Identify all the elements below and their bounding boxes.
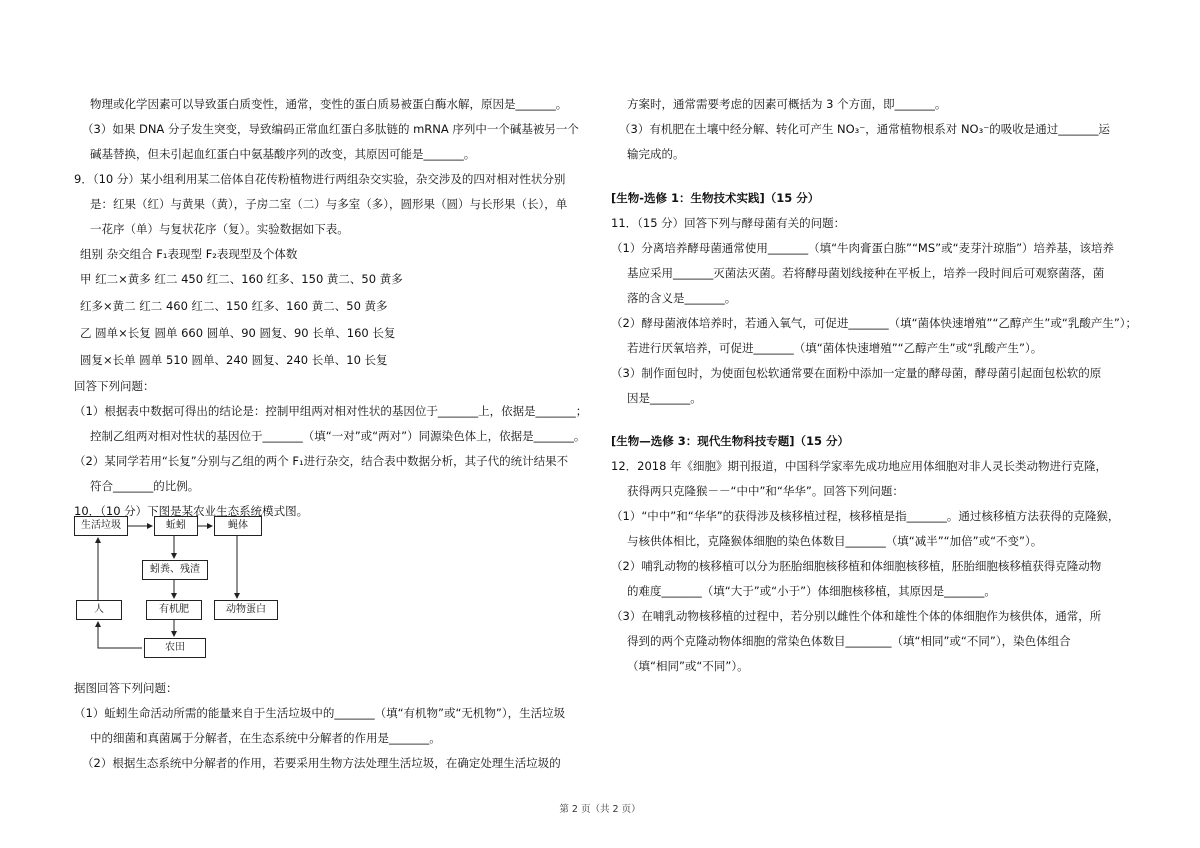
right-text-line: （填“相同”或“不同”）。 bbox=[627, 659, 749, 673]
left-text-line: 一花序（单）与复状花序（复）。实验数据如下表。 bbox=[90, 222, 349, 236]
right-text-line: 输完成的。 bbox=[627, 147, 685, 161]
right-text-line: [生物—选修 3：现代生物科技专题]（15 分） bbox=[611, 434, 850, 448]
box-earthworm: 蚯蚓 bbox=[154, 516, 198, 536]
left-text-line: 甲 红二×黄多 红二 450 红二、160 红多、150 黄二、50 黄多 bbox=[80, 272, 403, 286]
box-garbage: 生活垃圾 bbox=[74, 516, 128, 536]
left-text-line: 碱基替换，但未引起血红蛋白中氨基酸序列的改变，其原因可能是_______。 bbox=[90, 147, 476, 161]
right-text-line: 的难度_______（填“大于”或“小于”）体细胞核移植，其原因是_______。 bbox=[627, 584, 996, 598]
left-text-line: 是：红果（红）与黄果（黄），子房二室（二）与多室（多），圆形果（圆）与长形果（长），单 bbox=[90, 197, 568, 211]
right-text-line: 因是_______。 bbox=[627, 391, 702, 405]
left-text-line: 组别 杂交组合 F₁表现型 F₂表现型及个体数 bbox=[80, 247, 298, 261]
ecosystem-diagram bbox=[74, 512, 274, 662]
left-text-line: 9．（10 分）某小组利用某二倍体自花传粉植物进行两组杂交实验，杂交涉及的四对相对性状分别 bbox=[74, 172, 566, 186]
right-text-line: 得到的两个克隆动物体细胞的常染色体数目________（填“相同”或“不同”），染色体组合 bbox=[627, 634, 1071, 648]
left-text-line: （1）根据表中数据可得出的结论是：控制甲组两对相对性状的基因位于_______上，依据是_______； bbox=[74, 404, 588, 418]
left-text-line: （2）某同学若用“长复”分别与乙组的两个 F₁进行杂交，结合表中数据分析，其子代的统计结果不 bbox=[74, 454, 569, 468]
left-text-line: 据图回答下列问题： bbox=[74, 681, 178, 695]
right-text-line: （2）哺乳动物的核移植可以分为胚胎细胞核移植和体细胞核移植，胚胎细胞核移植获得克隆动物 bbox=[611, 559, 1102, 573]
box-manure: 有机肥 bbox=[146, 600, 202, 620]
box-residue: 蚓粪、残渣 bbox=[142, 560, 208, 580]
right-text-line: 获得两只克隆猴－－“中中”和“华华”。回答下列问题： bbox=[627, 484, 904, 498]
left-text-line: 控制乙组两对相对性状的基因位于_______（填“一对”或“两对”）同源染色体上，依据是_______。 bbox=[90, 429, 586, 443]
left-text-line: 乙 圆单×长复 圆单 660 圆单、90 圆复、90 长单、160 长复 bbox=[80, 326, 396, 340]
left-text-line: 红多×黄二 红二 460 红二、150 红多、160 黄二、50 黄多 bbox=[80, 299, 388, 313]
right-text-line: 方案时，通常需要考虑的因素可概括为 3 个方面，即_______。 bbox=[627, 97, 947, 111]
left-text-line: 符合_______的比例。 bbox=[90, 479, 200, 493]
right-text-line: 基应采用_______灭菌法灭菌。若将酵母菌划线接种在平板上，培养一段时间后可观察菌落，菌 bbox=[627, 266, 1105, 280]
box-protein: 动物蛋白 bbox=[214, 600, 278, 620]
right-text-line: （2）酵母菌液体培养时，若通入氧气，可促进_______（填“菌体快速增殖”“乙醇产生”或“乳酸产生”）； bbox=[611, 316, 1138, 330]
right-text-line: 落的含义是_______。 bbox=[627, 291, 737, 305]
left-text-line: 物理或化学因素可以导致蛋白质变性，通常，变性的蛋白质易被蛋白酶水解，原因是_______。 bbox=[90, 97, 568, 111]
box-body: 蝇体 bbox=[214, 516, 262, 536]
left-text-line: 中的细菌和真菌属于分解者，在生态系统中分解者的作用是_______。 bbox=[90, 731, 441, 745]
left-text-line: 回答下列问题： bbox=[74, 379, 155, 393]
right-text-line: （1）分离培养酵母菌通常使用_______（填“牛肉膏蛋白胨”“MS”或“麦芽汁琼脂”）培养基，该培养 bbox=[611, 241, 1115, 255]
right-text-line: 若进行厌氧培养，可促进_______（填“菌体快速增殖”“乙醇产生”或“乳酸产生”）。 bbox=[627, 341, 1043, 355]
left-text-line: （3）如果 DNA 分子发生突变，导致编码正常血红蛋白多肽链的 mRNA 序列中一个碱基被另一个 bbox=[82, 122, 579, 136]
right-text-line: （3）制作面包时，为使面包松软通常要在面粉中添加一定量的酵母菌，酵母菌引起面包松软的原 bbox=[611, 366, 1102, 380]
box-human: 人 bbox=[76, 600, 122, 620]
left-text-line: （1）蚯蚓生命活动所需的能量来自于生活垃圾中的_______（填“有机物”或“无机物”），生活垃圾 bbox=[74, 706, 566, 720]
left-text-line: 圆复×长单 圆单 510 圆单、240 圆复、240 长单、10 长复 bbox=[80, 353, 388, 367]
page-footer: 第 2 页（共 2 页） bbox=[559, 804, 641, 815]
right-text-line: 11．（15 分）回答下列与酵母菌有关的问题： bbox=[611, 216, 846, 230]
right-text-line: 12．2018 年《细胞》期刊报道，中国科学家率先成功地应用体细胞对非人灵长类动物进行克隆， bbox=[611, 459, 1108, 473]
box-farmland: 农田 bbox=[144, 638, 206, 658]
right-text-line: 与核供体相比，克隆猴体细胞的染色体数目_______（填“减半”“加倍”或“不变”）。 bbox=[627, 534, 1043, 548]
left-text-line: 10．（10 分）下图是某农业生态系统模式图。 bbox=[74, 504, 309, 518]
left-text-line: （2）根据生态系统中分解者的作用，若要采用生物方法处理生活垃圾，在确定处理生活垃圾的 bbox=[82, 756, 561, 770]
right-text-line: （3）在哺乳动物核移植的过程中，若分别以雌性个体和雄性个体的体细胞作为核供体，通常，所 bbox=[611, 609, 1102, 623]
right-text-line: （3）有机肥在土壤中经分解、转化可产生 NO₃⁻，通常植物根系对 NO₃⁻的吸收是通过_______运 bbox=[619, 122, 1111, 136]
right-text-line: [生物-选修 1：生物技术实践]（15 分） bbox=[611, 191, 820, 205]
right-text-line: （1）“中中”和“华华”的获得涉及核移植过程，核移植是指_______。通过核移植方法获得的克隆猴， bbox=[611, 509, 1120, 523]
